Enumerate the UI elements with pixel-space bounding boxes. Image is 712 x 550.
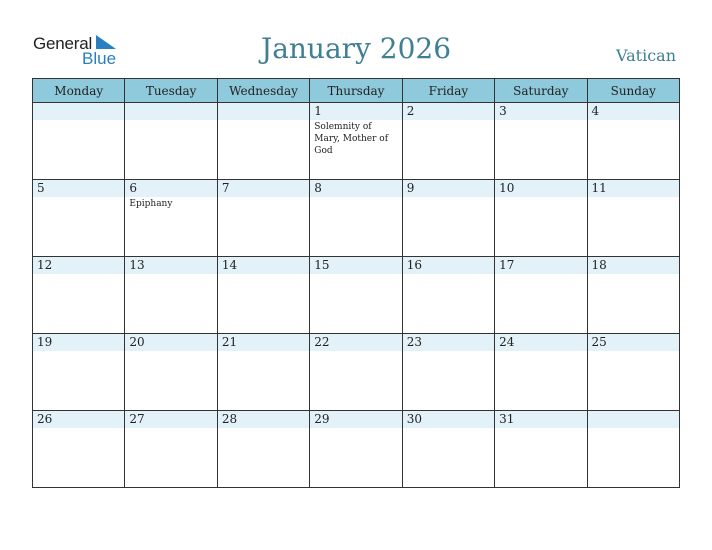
day-number: 30 <box>406 412 422 426</box>
logo-word-general: General <box>33 34 93 53</box>
day-cell <box>402 334 494 411</box>
weekday-tuesday: Tuesday <box>125 79 217 103</box>
day-number: 21 <box>221 335 238 349</box>
day-number: 7 <box>221 181 230 195</box>
weekday-thursday: Thursday <box>310 79 402 103</box>
day-cell-band <box>125 180 216 197</box>
day-cell <box>33 257 125 334</box>
day-cell <box>125 180 217 257</box>
day-cell <box>125 257 217 334</box>
day-cell-band <box>218 103 309 120</box>
day-number: 19 <box>37 335 53 349</box>
day-cell <box>495 257 587 334</box>
weekday-friday: Friday <box>402 79 494 103</box>
day-number: 20 <box>129 335 145 349</box>
day-cell <box>495 180 587 257</box>
day-number: 9 <box>406 181 415 195</box>
weekday-wednesday: Wednesday <box>217 79 309 103</box>
day-number: 12 <box>37 258 53 272</box>
day-cell <box>125 103 217 180</box>
week-row <box>33 180 680 257</box>
day-number: 23 <box>406 335 422 349</box>
calendar-title: January 2026 <box>260 32 452 65</box>
day-number: 31 <box>499 412 515 426</box>
day-cell <box>402 180 494 257</box>
weekday-saturday: Saturday <box>495 79 587 103</box>
day-cell-band <box>33 180 124 197</box>
day-number: 6 <box>129 181 138 195</box>
day-cell <box>495 411 587 488</box>
day-cell-band <box>403 103 494 120</box>
day-number: 28 <box>221 412 238 426</box>
country-label: Vatican <box>616 46 676 65</box>
day-number: 25 <box>591 335 607 349</box>
day-cell <box>587 257 679 334</box>
day-cell <box>217 257 309 334</box>
day-cell <box>310 334 402 411</box>
day-cell <box>217 334 309 411</box>
logo-word-blue: Blue <box>82 49 117 68</box>
weekday-header-row <box>33 79 680 103</box>
day-cell-band <box>310 103 401 120</box>
day-number: 2 <box>406 104 415 118</box>
day-cell <box>125 411 217 488</box>
day-number: 26 <box>37 412 53 426</box>
day-cell <box>495 103 587 180</box>
day-cell <box>495 334 587 411</box>
day-number: 29 <box>314 412 330 426</box>
day-number: 15 <box>314 258 330 272</box>
day-number: 13 <box>129 258 145 272</box>
day-cell <box>217 411 309 488</box>
day-number: 10 <box>499 181 515 195</box>
day-cell-band <box>125 103 216 120</box>
day-cell-band <box>495 103 586 120</box>
day-number: 24 <box>499 335 515 349</box>
day-cell <box>587 411 679 488</box>
day-cell <box>33 180 125 257</box>
day-cell <box>33 411 125 488</box>
day-cell <box>402 257 494 334</box>
day-number: 3 <box>499 104 507 118</box>
weekday-monday: Monday <box>33 79 125 103</box>
day-number: 17 <box>499 258 515 272</box>
day-cell <box>33 334 125 411</box>
day-number: 4 <box>591 104 600 118</box>
day-cell <box>33 103 125 180</box>
day-number: 1 <box>314 104 322 118</box>
day-cell <box>402 411 494 488</box>
day-cell-band <box>218 180 309 197</box>
calendar-grid <box>32 78 680 488</box>
day-cell <box>310 180 402 257</box>
day-number: 27 <box>129 412 145 426</box>
day-number: 8 <box>314 181 322 195</box>
day-cell <box>310 257 402 334</box>
week-row <box>33 334 680 411</box>
day-number: 11 <box>591 181 607 195</box>
day-cell-band <box>33 103 124 120</box>
day-cell-band <box>403 180 494 197</box>
holiday-label: Solemnity of Mary, Mother of God <box>314 122 389 156</box>
day-cell <box>217 180 309 257</box>
day-cell-band <box>588 411 679 428</box>
day-cell-band <box>588 103 679 120</box>
day-cell <box>587 334 679 411</box>
day-number: 5 <box>37 181 45 195</box>
weekday-sunday: Sunday <box>587 79 679 103</box>
day-cell <box>310 103 402 180</box>
week-row <box>33 411 680 488</box>
day-cell <box>587 103 679 180</box>
week-row <box>33 103 680 180</box>
day-number: 16 <box>406 258 422 272</box>
day-cell <box>125 334 217 411</box>
day-cell <box>587 180 679 257</box>
holiday-label: Epiphany <box>129 199 173 209</box>
day-number: 18 <box>591 258 607 272</box>
day-cell <box>402 103 494 180</box>
day-cell-band <box>310 180 401 197</box>
day-cell <box>217 103 309 180</box>
day-number: 14 <box>221 258 238 272</box>
week-row <box>33 257 680 334</box>
day-number: 22 <box>314 335 330 349</box>
day-cell <box>310 411 402 488</box>
